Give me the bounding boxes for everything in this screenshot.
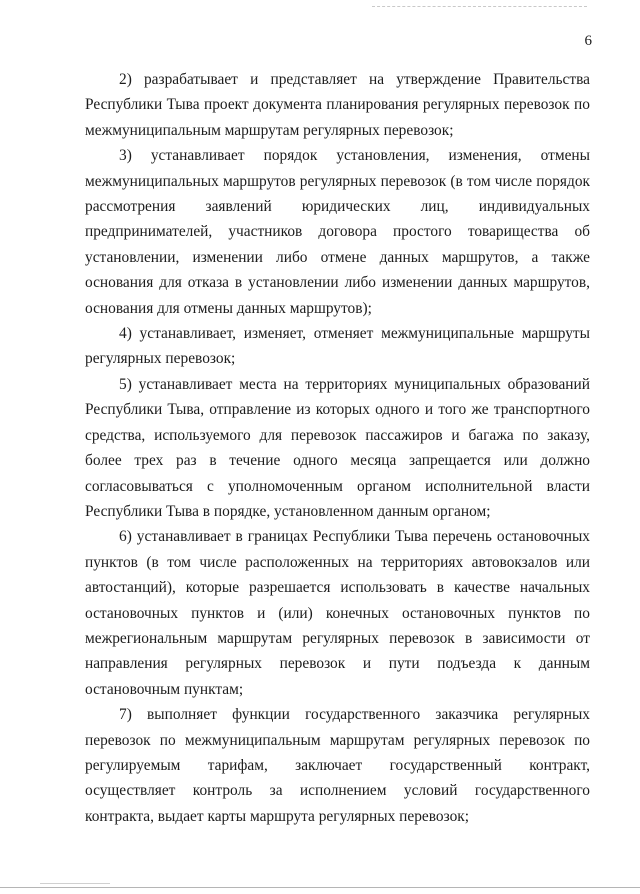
paragraph-item-2: 2) разрабатывает и представляет на утверждение Правительства Республики Тыва проект документа планирования регулярных перевозок по межмуниципальным маршрутам регулярных перевозок; xyxy=(85,71,590,139)
paragraph-item-4: 4) устанавливает, изменяет, отменяет межмуниципальные маршруты регулярных перевозок; xyxy=(85,325,590,368)
paragraph-item-3: 3) устанавливает порядок установления, изменения, отмены межмуниципальных маршрутов регулярных перевозок (в том числе порядок рассмотрения заявлений юридических лиц, индивидуальных предпринимателей, участников договора простого товарищества об установлении, изменении либо отмене данных маршрутов, а также основания для отказа в установлении либо изменении данных маршрутов, основания для отмены данных маршрутов); xyxy=(85,147,590,317)
scan-artifact-top xyxy=(372,6,587,7)
scan-artifact-bottom-short xyxy=(40,883,110,884)
paragraph-item-5: 5) устанавливает места на территориях муниципальных образований Республики Тыва, отправление из которых одного и того же транспортного средства, используемого для перевозок пассажиров и багажа по заказу, более трех раз в течение одного месяца запрещается или должно согласовываться с уполномоченным органом исполнительной власти Республики Тыва в порядке, установленном данным органом; xyxy=(85,375,590,520)
page-number: 6 xyxy=(584,33,592,49)
scan-artifact-bottom xyxy=(0,887,640,888)
paragraph-item-6: 6) устанавливает в границах Республики Тыва перечень остановочных пунктов (в том числе расположенных на территориях автовокзалов или автостанций), которые разрешается использовать в качестве начальных остановочных пунктов и (или) конечных остановочных пунктов по межрегиональным маршрутам регулярных перевозок в зависимости от направления регулярных перевозок и пути подъезда к данным остановочным пунктам; xyxy=(85,528,590,698)
paragraph-item-7: 7) выполняет функции государственного заказчика регулярных перевозок по межмуниципальным маршрутам регулярных перевозок по регулируемым тарифам, заключает государственный контракт, осуществляет контроль за исполнением условий государственного контракта, выдает карты маршрута регулярных перевозок; xyxy=(85,706,590,825)
document-body xyxy=(85,67,590,829)
